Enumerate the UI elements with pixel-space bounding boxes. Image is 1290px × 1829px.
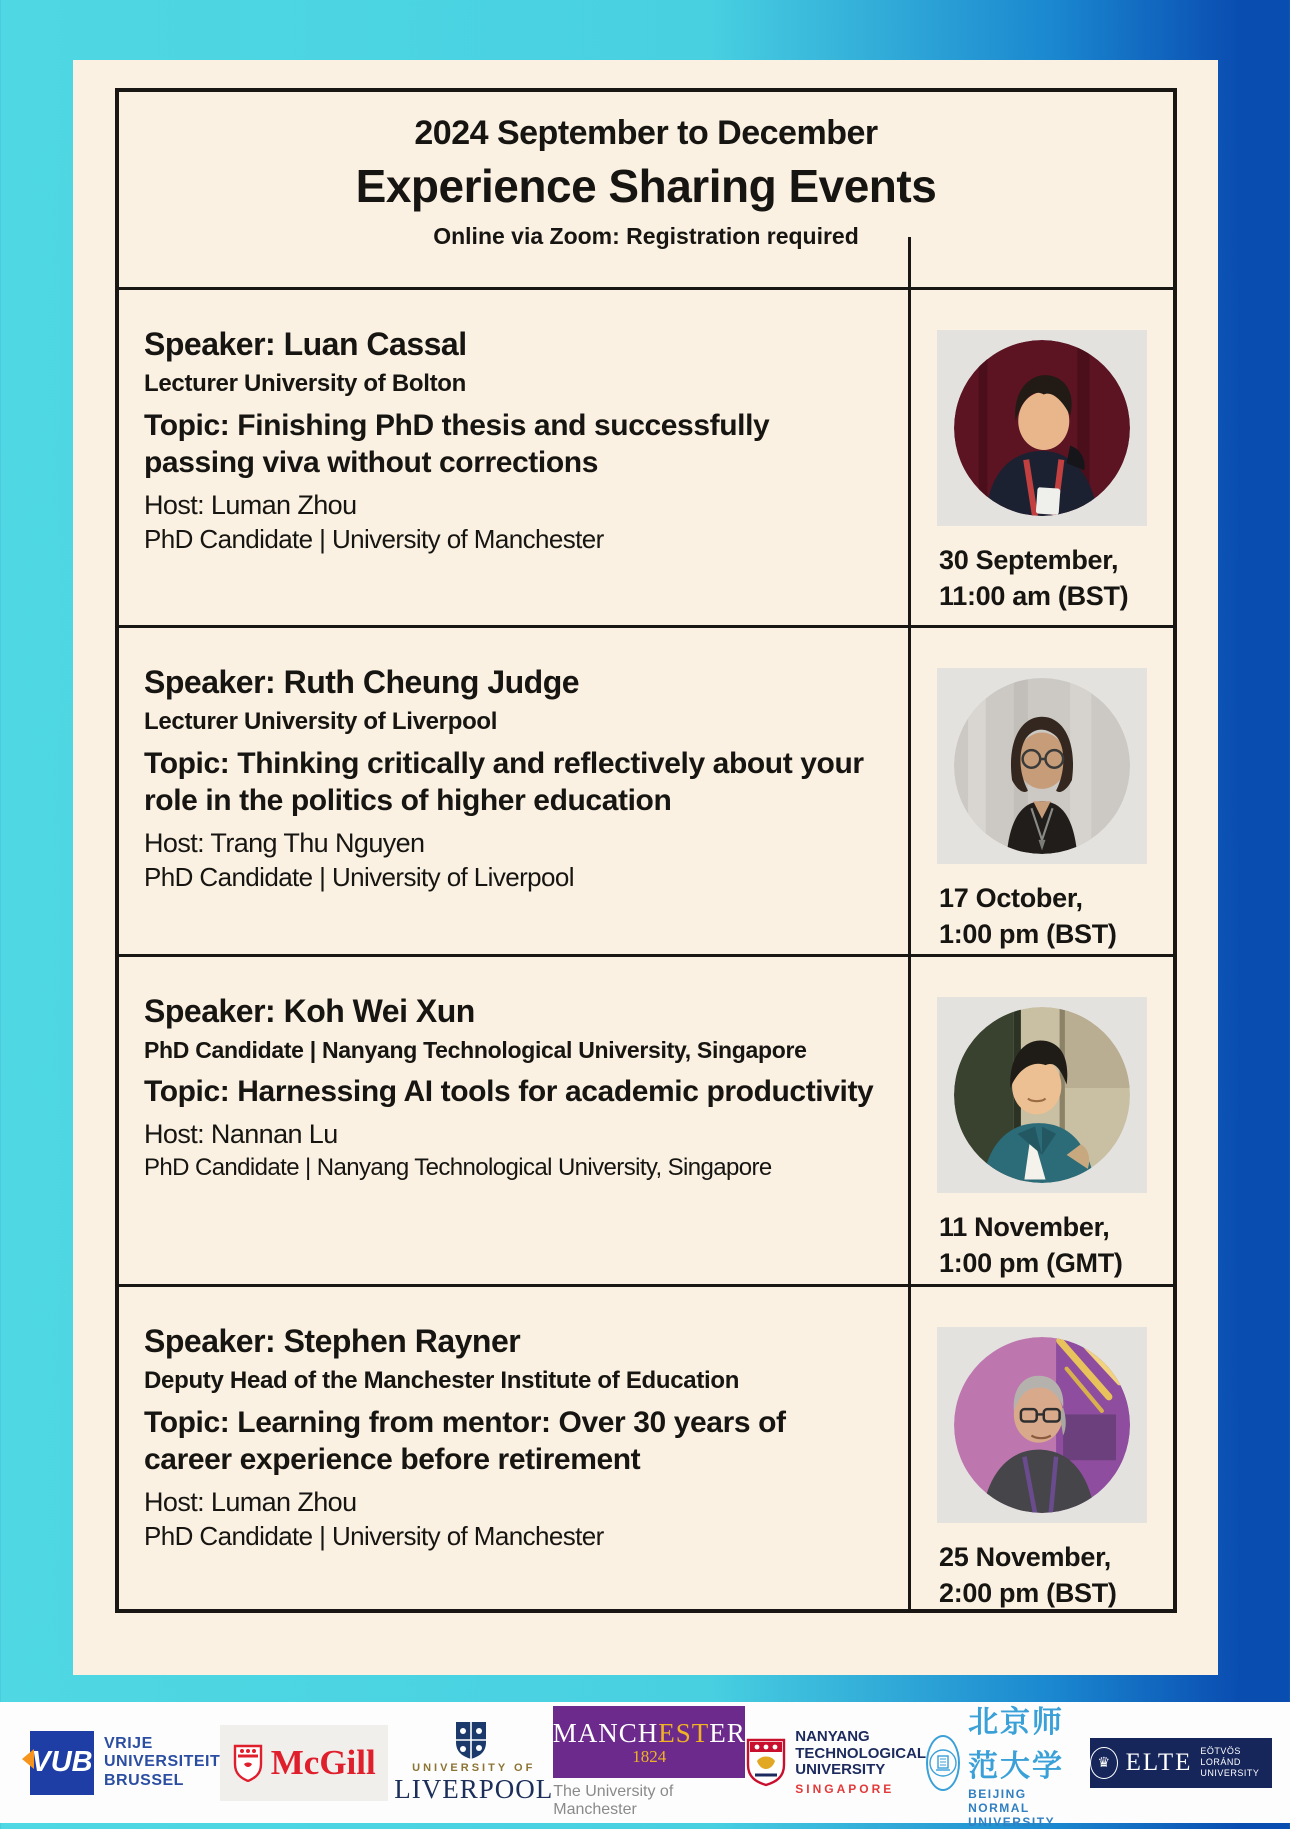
mcgill-card	[220, 1725, 388, 1801]
event-date: 25 November,	[939, 1542, 1111, 1572]
elte-line1: EÖTVÖS LORÁND	[1200, 1745, 1241, 1767]
host-name: Host: Nannan Lu	[144, 1119, 338, 1150]
liverpool-shield-icon	[454, 1720, 488, 1760]
bnu-seal-icon	[926, 1735, 960, 1791]
liverpool-line1: UNIVERSITY OF	[412, 1762, 536, 1774]
event-topic: Topic: Thinking critically and reflectively about your role in the politics of higher education	[144, 747, 864, 818]
liverpool-line2: LIVERPOOL	[394, 1774, 554, 1804]
speaker-photo-frame	[937, 668, 1147, 864]
vub-mark-icon	[30, 1731, 94, 1795]
speaker-photo-stephen-rayner	[954, 1337, 1130, 1513]
event-meta	[908, 628, 1173, 954]
event-row-ruth-cheung-judge	[119, 625, 1173, 954]
host-name: Host: Luman Zhou	[144, 490, 357, 521]
event-datetime	[939, 1539, 1173, 1612]
vub-wordmark	[104, 1735, 220, 1790]
speaker-photo-koh-wei-xun	[954, 1007, 1130, 1183]
bnu-english-name: BEIJING NORMAL UNIVERSITY	[968, 1786, 1056, 1829]
event-date: 30 September,	[939, 545, 1119, 575]
speaker-photo-ruth-cheung-judge	[954, 678, 1130, 854]
speaker-name: Speaker: Ruth Cheung Judge	[144, 664, 580, 700]
speaker-photo-frame	[937, 330, 1147, 526]
event-meta	[908, 1287, 1173, 1609]
speaker-name: Speaker: Stephen Rayner	[144, 1323, 521, 1359]
elte-wordmark	[1200, 1746, 1272, 1780]
ntu-singapore-label: SINGAPORE	[795, 1782, 895, 1797]
manchester-wordmark: MANCHESTER	[552, 1717, 746, 1748]
vub-line1: VRIJE	[104, 1734, 153, 1752]
speaker-role: Deputy Head of the Manchester Institute of Education	[144, 1367, 740, 1394]
speaker-photo-frame	[937, 997, 1147, 1193]
speaker-photo-frame	[937, 1327, 1147, 1523]
ntu-shield-icon	[745, 1737, 787, 1787]
speaker-role: Lecturer University of Liverpool	[144, 708, 498, 735]
partner-logos-bar	[0, 1702, 1290, 1829]
elte-line2: UNIVERSITY	[1200, 1768, 1260, 1779]
vub-abbr: VUB	[31, 1746, 93, 1778]
ntu-line2: TECHNOLOGICAL	[795, 1744, 927, 1762]
host-role: PhD Candidate | Nanyang Technological University, Singapore	[144, 1154, 772, 1182]
logo-elte	[1090, 1738, 1272, 1788]
speaker-photo-luan-cassal	[954, 340, 1130, 516]
event-row-luan-cassal	[119, 287, 1173, 625]
speaker-name: Speaker: Koh Wei Xun	[144, 993, 475, 1029]
host-role: PhD Candidate | University of Liverpool	[144, 862, 574, 893]
event-details	[119, 628, 908, 954]
vub-triangle-icon	[22, 1749, 34, 1769]
event-details	[119, 1287, 908, 1609]
logo-mcgill	[220, 1725, 388, 1801]
ntu-wordmark	[795, 1729, 926, 1796]
column-divider-stub	[908, 237, 911, 287]
logo-vub	[30, 1731, 220, 1795]
header-subtitle: Online via Zoom: Registration required	[433, 223, 859, 249]
event-topic: Topic: Harnessing AI tools for academic productivity	[144, 1075, 874, 1108]
bnu-chinese-name: 北京师范大学	[968, 1705, 1065, 1783]
logo-bnu	[926, 1697, 1090, 1829]
speaker-role: Lecturer University of Bolton	[144, 370, 467, 397]
event-details	[119, 957, 908, 1284]
header-date-range: 2024 September to December	[414, 114, 878, 152]
bnu-wordmark	[968, 1697, 1090, 1829]
event-row-koh-wei-xun	[119, 954, 1173, 1284]
logo-liverpool	[388, 1720, 553, 1805]
host-name: Host: Trang Thu Nguyen	[144, 828, 425, 859]
event-time: 1:00 pm (BST)	[939, 919, 1117, 950]
event-meta	[908, 957, 1173, 1284]
event-date: 11 November,	[939, 1212, 1110, 1242]
ntu-line3: UNIVERSITY	[795, 1761, 886, 1779]
event-datetime	[939, 1209, 1173, 1282]
event-row-stephen-rayner	[119, 1284, 1173, 1609]
vub-line3: BRUSSEL	[104, 1771, 184, 1789]
elte-abbr: ELTE	[1125, 1748, 1193, 1776]
event-topic: Topic: Learning from mentor: Over 30 years of career experience before retirement	[144, 1406, 786, 1477]
poster	[73, 60, 1218, 1675]
vub-line2: UNIVERSITEIT	[104, 1753, 221, 1771]
event-datetime	[939, 542, 1173, 615]
events-table	[115, 88, 1177, 1613]
event-datetime	[939, 880, 1173, 953]
poster-header	[119, 92, 1173, 287]
event-topic: Topic: Finishing PhD thesis and successfully passing viva without corrections	[144, 409, 770, 480]
event-time: 11:00 am (BST)	[939, 581, 1129, 612]
elte-tile	[1090, 1738, 1272, 1788]
host-role: PhD Candidate | University of Manchester	[144, 524, 604, 555]
host-name: Host: Luman Zhou	[144, 1487, 357, 1518]
logo-ntu	[745, 1729, 926, 1796]
event-time: 2:00 pm (BST)	[939, 1578, 1117, 1609]
event-date: 17 October,	[939, 883, 1083, 913]
ntu-line1: NANYANG	[795, 1727, 870, 1745]
elte-emblem-icon: ♛	[1090, 1747, 1118, 1779]
page-title: Experience Sharing Events	[355, 160, 937, 212]
speaker-role: PhD Candidate | Nanyang Technological University, Singapore	[144, 1037, 807, 1063]
event-time: 1:00 pm (GMT)	[939, 1248, 1123, 1279]
host-role: PhD Candidate | University of Manchester	[144, 1521, 604, 1552]
logo-manchester	[553, 1706, 745, 1819]
mcgill-shield-icon	[233, 1744, 263, 1782]
event-meta	[908, 290, 1173, 625]
mcgill-wordmark: McGill	[270, 1742, 376, 1782]
event-details	[119, 290, 908, 625]
manchester-caption: The University of Manchester	[553, 1783, 674, 1818]
manchester-year: 1824	[632, 1746, 667, 1766]
speaker-name: Speaker: Luan Cassal	[144, 326, 467, 362]
manchester-tile	[553, 1706, 745, 1778]
